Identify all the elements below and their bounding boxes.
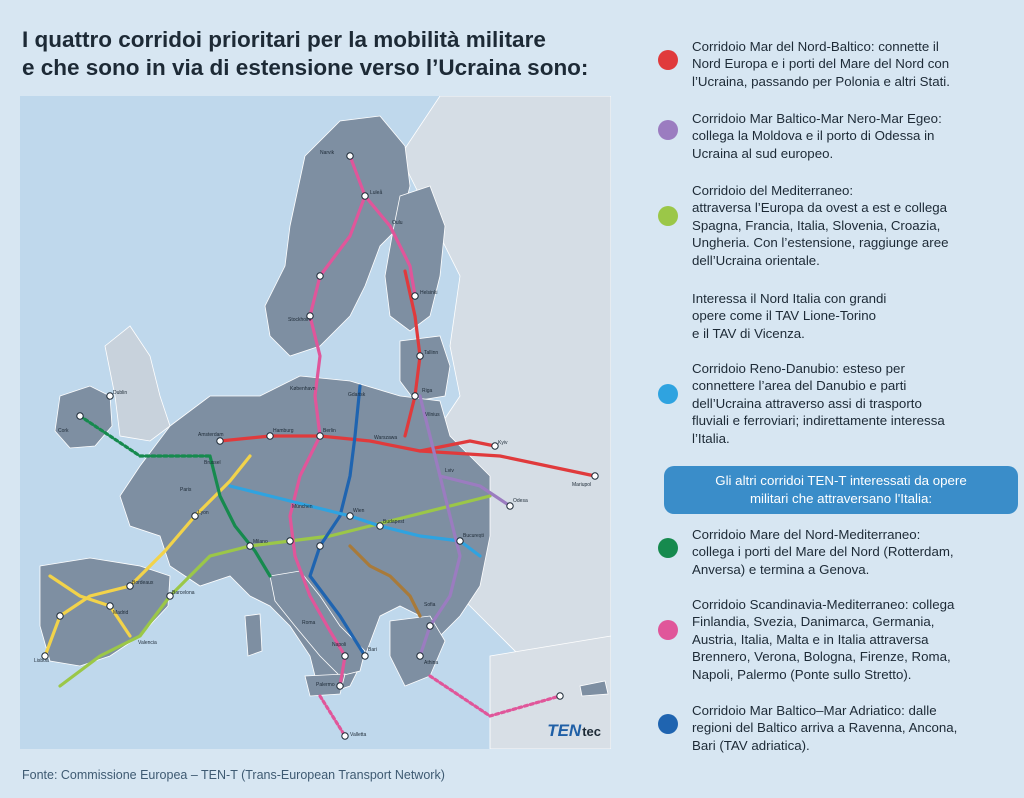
label-berlin: Berlin: [323, 428, 336, 434]
line: fluviali e ferroviari; indirettamente interessa: [692, 413, 945, 429]
line: Corridoio Scandinavia-Mediterraneo: collega: [692, 597, 955, 612]
line: Spagna, Francia, Italia, Slovenia, Croazia,: [692, 217, 941, 233]
label-odesa: Odesa: [513, 498, 528, 504]
line: dell’Ucraina attraverso assi di trasporto: [692, 395, 922, 411]
line: l’Ucraina, passando per Polonia e altri Stati.: [692, 73, 950, 89]
legend-dot-red: [658, 50, 678, 70]
label-warszawa: Warszawa: [374, 435, 398, 441]
banner-line-1: Gli altri corridoi TEN-T interessati da opere: [715, 473, 967, 488]
line: Bari (TAV adriatica).: [692, 737, 810, 753]
legend-dot-dark-green: [658, 538, 678, 558]
line: collega i porti del Mare del Nord (Rotterdam,: [692, 544, 954, 560]
line: Corridoio Reno-Danubio: esteso per: [692, 361, 905, 376]
line: Corridoio Mar del Nord-Baltico: connette il: [692, 39, 939, 54]
label-lviv: Lviv: [445, 468, 454, 474]
legend-text-north-sea-baltic: [692, 38, 1018, 90]
label-copenhagen: København: [290, 386, 316, 392]
label-gdansk: Gdańsk: [348, 392, 366, 398]
label-bucuresti: București: [463, 533, 484, 539]
label-amsterdam: Amsterdam: [198, 432, 224, 438]
label-narvik: Narvik: [320, 150, 335, 156]
legend-dot-light-green: [658, 206, 678, 226]
label-mariupol: Mariupol: [572, 482, 592, 488]
legend-text-baltic-adriatic: [692, 702, 1018, 754]
label-napoli: Napoli: [332, 642, 347, 648]
line: collega la Moldova e il porto di Odessa in: [692, 128, 935, 144]
label-barcelona: Barcelona: [172, 590, 195, 596]
logo-text-tec: tec: [582, 724, 601, 739]
banner-line-2: militari che attraversano l'Italia:: [749, 490, 933, 506]
line: Corridoio del Mediterraneo:: [692, 183, 854, 198]
line: Ungheria. Con l’estensione, raggiunge aree: [692, 235, 949, 251]
line: Corridoio Mare del Nord-Mediterraneo:: [692, 527, 921, 542]
corridor-map: [20, 96, 611, 749]
label-munchen: München: [292, 504, 313, 510]
legend-dot-pink: [658, 620, 678, 640]
label-lulea: Luleå: [370, 190, 383, 196]
label-wien: Wien: [353, 508, 365, 514]
source-note: Fonte: Commissione Europea – TEN-T (Trans-European Transport Network): [22, 768, 445, 782]
label-palermo: Palermo: [316, 682, 335, 688]
line: Anversa) e termina a Genova.: [692, 561, 870, 577]
other-corridors-banner: [664, 466, 1018, 514]
line: Austria, Italia, Malta e in Italia attraversa: [692, 631, 929, 647]
line: opere come il TAV Lione-Torino: [692, 308, 877, 324]
label-riga: Riga: [422, 388, 433, 394]
label-budapest: Budapest: [383, 519, 405, 525]
legend-text-rhine-danube: [692, 360, 1018, 447]
label-cork: Cork: [58, 428, 69, 434]
legend-text-baltic-black-aegean: [692, 110, 1018, 162]
label-valencia: Valencia: [138, 640, 157, 646]
legend-dot-cyan: [658, 384, 678, 404]
label-helsinki: Helsinki: [420, 290, 438, 296]
line: connettere l’area del Danubio e parti: [692, 378, 907, 394]
line: Ucraina al sud europeo.: [692, 145, 834, 161]
label-sofia: Sofia: [424, 602, 436, 608]
legend-text-north-sea-med: [692, 526, 1018, 578]
label-oulu: Oulu: [392, 220, 403, 226]
legend-text-north-italy-note: [692, 290, 1018, 342]
line: Interessa il Nord Italia con grandi: [692, 291, 887, 306]
legend-dot-blue: [658, 714, 678, 734]
line: dell’Ucraina orientale.: [692, 252, 820, 268]
label-paris: Paris: [180, 487, 192, 493]
label-valletta: Valletta: [350, 732, 367, 738]
label-lisboa: Lisboa: [34, 658, 49, 664]
line: Napoli, Palermo (Ponte sullo Stretto).: [692, 666, 912, 682]
line: Brennero, Verona, Bologna, Firenze, Roma,: [692, 649, 951, 665]
label-hamburg: Hamburg: [273, 428, 294, 434]
tentec-logo: [547, 721, 601, 741]
line: Finlandia, Svezia, Danimarca, Germania,: [692, 614, 935, 630]
line: e il TAV di Vicenza.: [692, 325, 805, 341]
line: l’Italia.: [692, 430, 730, 446]
label-kyiv: Kyiv: [498, 440, 508, 446]
legend-text-mediterranean: [692, 182, 1018, 269]
legend-dot-purple: [658, 120, 678, 140]
line: regioni del Baltico arriva a Ravenna, Ancona,: [692, 720, 958, 736]
title-line-1: I quattro corridoi prioritari per la mobilità militare: [22, 27, 546, 52]
label-roma: Roma: [302, 620, 316, 626]
logo-text-ten: TEN: [547, 721, 582, 740]
line: attraversa l’Europa da ovest a est e collega: [692, 200, 948, 216]
label-tallinn: Tallinn: [424, 350, 439, 356]
label-vilnius: Vilnius: [425, 412, 440, 418]
label-stockholm: Stockholm: [288, 317, 312, 323]
label-bari: Bari: [368, 647, 377, 653]
line: Corridoio Mar Baltico–Mar Adriatico: dalle: [692, 703, 937, 718]
title-line-2: e che sono in via di estensione verso l’Ucraina sono:: [22, 55, 589, 80]
page-title: [22, 26, 612, 82]
map-canvas: [20, 96, 611, 749]
label-bordeaux: Bordeaux: [132, 580, 154, 586]
label-dublin: Dublin: [113, 390, 128, 396]
label-milano: Milano: [253, 539, 268, 545]
line: Nord Europa e i porti del Mare del Nord con: [692, 56, 950, 72]
label-lyon: Lyon: [198, 510, 209, 516]
legend-text-scan-med: [692, 596, 1018, 683]
label-athina: Athina: [424, 660, 439, 666]
line: Corridoio Mar Baltico-Mar Nero-Mar Egeo:: [692, 111, 942, 126]
label-brussel: Brussel: [204, 460, 221, 466]
label-madrid: Madrid: [113, 610, 129, 616]
